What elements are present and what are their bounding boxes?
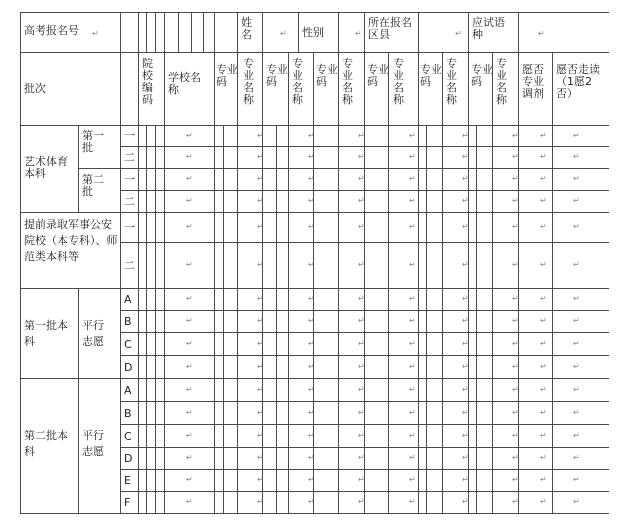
col-school-code: 院校编码 xyxy=(142,57,153,106)
cell-mark: ↵ xyxy=(358,174,365,183)
cell-mark: ↵ xyxy=(409,131,416,140)
rule-v xyxy=(146,125,147,514)
cell-mark: ↵ xyxy=(540,174,547,183)
row-label: A xyxy=(124,293,132,306)
cell-mark: ↵ xyxy=(540,196,547,205)
row-label: 二 xyxy=(124,151,135,164)
cell-mark: ↵ xyxy=(540,260,547,269)
cell-mark: ↵ xyxy=(257,260,264,269)
rule-v xyxy=(120,52,121,514)
rule-v xyxy=(214,12,215,53)
cell-mark: ↵ xyxy=(573,497,580,506)
rule-v xyxy=(468,12,469,53)
cell-mark: ↵ xyxy=(358,294,365,303)
cell-mark: ↵ xyxy=(462,196,469,205)
row-label: 二 xyxy=(124,195,135,208)
rule-v xyxy=(164,52,165,514)
cell-mark: ↵ xyxy=(257,174,264,183)
cell-mark: ↵ xyxy=(358,316,365,325)
cell-mark: ↵ xyxy=(573,408,580,417)
col-attend: 愿否走读（1愿2否） xyxy=(556,63,600,100)
row-label: F xyxy=(124,496,131,509)
paragraph-mark: ↵ xyxy=(280,29,287,38)
cell-mark: ↵ xyxy=(512,131,519,140)
rule-v xyxy=(262,12,263,53)
row-label: E xyxy=(124,474,131,487)
rule-v xyxy=(203,12,204,53)
row-label: 一 xyxy=(124,221,135,234)
rule-left xyxy=(20,12,21,514)
cell-mark: ↵ xyxy=(540,475,547,484)
cell-mark: ↵ xyxy=(512,497,519,506)
cell-mark: ↵ xyxy=(540,431,547,440)
row-label: 二 xyxy=(124,259,135,272)
cell-mark: ↵ xyxy=(409,408,416,417)
rule-v xyxy=(476,125,477,514)
cell-mark: ↵ xyxy=(512,339,519,348)
rule-v xyxy=(120,12,121,53)
col-major-name: 专业名称 xyxy=(243,57,254,106)
cell-mark: ↵ xyxy=(512,453,519,462)
cell-mark: ↵ xyxy=(186,362,193,371)
paragraph-mark: ↵ xyxy=(355,29,362,38)
rule-v xyxy=(468,52,469,514)
cell-mark: ↵ xyxy=(573,339,580,348)
cell-mark: ↵ xyxy=(409,362,416,371)
rule-v xyxy=(178,12,179,53)
cell-mark: ↵ xyxy=(573,196,580,205)
cell-mark: ↵ xyxy=(358,131,365,140)
rule-v xyxy=(338,52,339,514)
tier-1-label: 第一批本 科 xyxy=(24,319,68,348)
cell-mark: ↵ xyxy=(257,453,264,462)
paragraph-mark: ↵ xyxy=(92,29,99,38)
art-batch-2-label: 第二批 xyxy=(82,173,104,198)
col-adjust: 愿否专业调剂 xyxy=(522,63,544,100)
cell-mark: ↵ xyxy=(462,174,469,183)
row-label: A xyxy=(124,384,132,397)
cell-mark: ↵ xyxy=(540,152,547,161)
cell-mark: ↵ xyxy=(462,222,469,231)
rule-v xyxy=(276,125,277,514)
cell-mark: ↵ xyxy=(462,475,469,484)
cell-mark: ↵ xyxy=(308,131,315,140)
cell-mark: ↵ xyxy=(308,408,315,417)
cell-mark: ↵ xyxy=(512,174,519,183)
cell-mark: ↵ xyxy=(186,152,193,161)
rule-bottom xyxy=(20,513,609,514)
cell-mark: ↵ xyxy=(409,385,416,394)
cell-mark: ↵ xyxy=(573,362,580,371)
cell-mark: ↵ xyxy=(358,475,365,484)
cell-mark: ↵ xyxy=(462,152,469,161)
cell-mark: ↵ xyxy=(308,362,315,371)
rule-v xyxy=(442,52,443,514)
language-label: 应试语种 xyxy=(472,16,505,41)
cell-mark: ↵ xyxy=(308,152,315,161)
cell-mark: ↵ xyxy=(308,385,315,394)
batch-label: 批次 xyxy=(24,82,46,95)
rule-v xyxy=(78,288,79,514)
row-label: 一 xyxy=(124,129,135,142)
paragraph-mark: ↵ xyxy=(538,29,545,38)
rule-v xyxy=(262,52,263,514)
cell-mark: ↵ xyxy=(358,222,365,231)
col-major-code: 专业码 xyxy=(266,63,288,88)
cell-mark: ↵ xyxy=(257,131,264,140)
cell-mark: ↵ xyxy=(186,475,193,484)
cell-mark: ↵ xyxy=(462,260,469,269)
row-label: D xyxy=(124,361,133,374)
rule-v xyxy=(518,12,519,53)
cell-mark: ↵ xyxy=(186,222,193,231)
rule-row xyxy=(78,168,609,169)
art-sports-label: 艺术体育本科 xyxy=(24,155,68,180)
cell-mark: ↵ xyxy=(308,260,315,269)
rule-v xyxy=(237,52,238,514)
col-major-code: 专业码 xyxy=(216,63,238,88)
cell-mark: ↵ xyxy=(409,431,416,440)
cell-mark: ↵ xyxy=(540,408,547,417)
name-label: 姓名 xyxy=(241,16,252,41)
cell-mark: ↵ xyxy=(186,385,193,394)
cell-mark: ↵ xyxy=(308,339,315,348)
rule-v xyxy=(426,125,427,514)
cell-mark: ↵ xyxy=(512,362,519,371)
rule-v xyxy=(155,12,156,53)
cell-mark: ↵ xyxy=(512,316,519,325)
cell-mark: ↵ xyxy=(186,408,193,417)
early-admission-label: 提前录取军事公安院校（本专科）、师范类本科等 xyxy=(24,218,118,263)
cell-mark: ↵ xyxy=(512,222,519,231)
cell-mark: ↵ xyxy=(540,222,547,231)
cell-mark: ↵ xyxy=(308,222,315,231)
col-major-name: 专业名称 xyxy=(496,57,507,106)
cell-mark: ↵ xyxy=(462,316,469,325)
cell-mark: ↵ xyxy=(358,408,365,417)
col-major-name: 专业名称 xyxy=(393,57,404,106)
cell-mark: ↵ xyxy=(257,475,264,484)
cell-mark: ↵ xyxy=(512,408,519,417)
tier-1-parallel-label: 平行志愿 xyxy=(82,319,104,348)
cell-mark: ↵ xyxy=(308,453,315,462)
cell-mark: ↵ xyxy=(409,339,416,348)
rule-v xyxy=(146,12,147,53)
cell-mark: ↵ xyxy=(462,453,469,462)
cell-mark: ↵ xyxy=(308,174,315,183)
cell-mark: ↵ xyxy=(257,294,264,303)
row-label: B xyxy=(124,315,132,328)
gender-label: 性别 xyxy=(302,26,324,39)
rule-v xyxy=(223,125,224,514)
rule-group xyxy=(20,288,609,289)
col-major-code: 专业码 xyxy=(420,63,442,88)
col-major-code: 专业码 xyxy=(367,63,389,88)
rule-v xyxy=(418,52,419,514)
cell-mark: ↵ xyxy=(462,385,469,394)
cell-mark: ↵ xyxy=(358,152,365,161)
cell-mark: ↵ xyxy=(573,294,580,303)
cell-mark: ↵ xyxy=(409,316,416,325)
cell-mark: ↵ xyxy=(308,497,315,506)
cell-mark: ↵ xyxy=(540,385,547,394)
cell-mark: ↵ xyxy=(573,385,580,394)
cell-mark: ↵ xyxy=(308,294,315,303)
row-label: D xyxy=(124,452,133,465)
rule-v xyxy=(364,52,365,514)
rule-v xyxy=(492,52,493,514)
cell-mark: ↵ xyxy=(512,385,519,394)
col-major-code: 专业码 xyxy=(471,63,493,88)
rule-v xyxy=(298,12,299,53)
col-major-code: 专业码 xyxy=(316,63,338,88)
cell-mark: ↵ xyxy=(186,497,193,506)
rule-v xyxy=(155,125,156,514)
cell-mark: ↵ xyxy=(186,131,193,140)
cell-mark: ↵ xyxy=(308,475,315,484)
cell-mark: ↵ xyxy=(540,339,547,348)
rule-v xyxy=(78,125,79,213)
rule-v xyxy=(518,52,519,514)
row-label: C xyxy=(124,338,132,351)
cell-mark: ↵ xyxy=(257,222,264,231)
cell-mark: ↵ xyxy=(409,222,416,231)
cell-mark: ↵ xyxy=(540,453,547,462)
col-school-name: 学校名称 xyxy=(168,71,201,96)
cell-mark: ↵ xyxy=(462,497,469,506)
cell-mark: ↵ xyxy=(540,131,547,140)
cell-mark: ↵ xyxy=(186,453,193,462)
cell-mark: ↵ xyxy=(358,196,365,205)
cell-mark: ↵ xyxy=(409,453,416,462)
cell-mark: ↵ xyxy=(409,260,416,269)
cell-mark: ↵ xyxy=(540,316,547,325)
cell-mark: ↵ xyxy=(573,152,580,161)
rule-v xyxy=(313,52,314,514)
cell-mark: ↵ xyxy=(512,431,519,440)
rule-v xyxy=(191,12,192,53)
cell-mark: ↵ xyxy=(462,408,469,417)
rule-header-bottom xyxy=(20,52,609,53)
row-label: 一 xyxy=(124,173,135,186)
row-label: C xyxy=(124,430,132,443)
rule-top xyxy=(20,12,609,13)
cell-mark: ↵ xyxy=(186,294,193,303)
rule-v xyxy=(364,12,365,53)
cell-mark: ↵ xyxy=(573,131,580,140)
cell-mark: ↵ xyxy=(257,408,264,417)
cell-mark: ↵ xyxy=(573,174,580,183)
cell-mark: ↵ xyxy=(409,174,416,183)
cell-mark: ↵ xyxy=(257,196,264,205)
cell-mark: ↵ xyxy=(358,260,365,269)
rule-v xyxy=(418,12,419,53)
rule-v xyxy=(552,52,553,514)
cell-mark: ↵ xyxy=(308,431,315,440)
cell-mark: ↵ xyxy=(462,294,469,303)
cell-mark: ↵ xyxy=(257,339,264,348)
art-batch-1-label: 第一批 xyxy=(82,129,104,154)
cell-mark: ↵ xyxy=(358,362,365,371)
cell-mark: ↵ xyxy=(573,316,580,325)
cell-mark: ↵ xyxy=(573,431,580,440)
cell-mark: ↵ xyxy=(573,475,580,484)
cell-mark: ↵ xyxy=(358,431,365,440)
cell-mark: ↵ xyxy=(512,294,519,303)
cell-mark: ↵ xyxy=(186,431,193,440)
exam-id-label: 高考报名号 xyxy=(24,24,79,37)
cell-mark: ↵ xyxy=(512,260,519,269)
rule-group xyxy=(20,378,609,379)
paragraph-mark: ↵ xyxy=(455,29,462,38)
cell-mark: ↵ xyxy=(409,152,416,161)
rule-v xyxy=(214,52,215,514)
tier-2-label: 第二批本 科 xyxy=(24,429,68,458)
rule-v xyxy=(164,12,165,53)
rule-v xyxy=(138,12,139,53)
cell-mark: ↵ xyxy=(409,294,416,303)
cell-mark: ↵ xyxy=(573,453,580,462)
cell-mark: ↵ xyxy=(186,316,193,325)
cell-mark: ↵ xyxy=(308,196,315,205)
cell-mark: ↵ xyxy=(186,339,193,348)
cell-mark: ↵ xyxy=(573,260,580,269)
cell-mark: ↵ xyxy=(409,196,416,205)
col-major-name: 专业名称 xyxy=(292,57,303,106)
cell-mark: ↵ xyxy=(358,339,365,348)
cell-mark: ↵ xyxy=(257,152,264,161)
cell-mark: ↵ xyxy=(186,260,193,269)
district-label: 所在报名区县 xyxy=(368,16,412,41)
cell-mark: ↵ xyxy=(540,362,547,371)
cell-mark: ↵ xyxy=(462,131,469,140)
rule-v xyxy=(138,52,139,514)
cell-mark: ↵ xyxy=(409,475,416,484)
cell-mark: ↵ xyxy=(358,385,365,394)
rule-v xyxy=(288,52,289,514)
cell-mark: ↵ xyxy=(257,362,264,371)
tier-2-parallel-label: 平行志愿 xyxy=(82,429,104,458)
cell-mark: ↵ xyxy=(512,196,519,205)
cell-mark: ↵ xyxy=(512,152,519,161)
col-major-name: 专业名称 xyxy=(342,57,353,106)
row-label: B xyxy=(124,407,132,420)
cell-mark: ↵ xyxy=(257,316,264,325)
rule-v xyxy=(388,52,389,514)
cell-mark: ↵ xyxy=(186,174,193,183)
col-major-name: 专业名称 xyxy=(446,57,457,106)
rule-v xyxy=(338,12,339,53)
rule-group xyxy=(20,212,609,213)
rule-colhead-bottom xyxy=(20,125,609,126)
cell-mark: ↵ xyxy=(512,475,519,484)
cell-mark: ↵ xyxy=(462,362,469,371)
cell-mark: ↵ xyxy=(462,431,469,440)
cell-mark: ↵ xyxy=(257,431,264,440)
cell-mark: ↵ xyxy=(358,497,365,506)
cell-mark: ↵ xyxy=(540,294,547,303)
cell-mark: ↵ xyxy=(257,385,264,394)
cell-mark: ↵ xyxy=(573,222,580,231)
cell-mark: ↵ xyxy=(358,453,365,462)
cell-mark: ↵ xyxy=(257,497,264,506)
cell-mark: ↵ xyxy=(462,339,469,348)
cell-mark: ↵ xyxy=(540,497,547,506)
cell-mark: ↵ xyxy=(186,196,193,205)
cell-mark: ↵ xyxy=(409,497,416,506)
cell-mark: ↵ xyxy=(308,316,315,325)
rule-v xyxy=(237,12,238,53)
